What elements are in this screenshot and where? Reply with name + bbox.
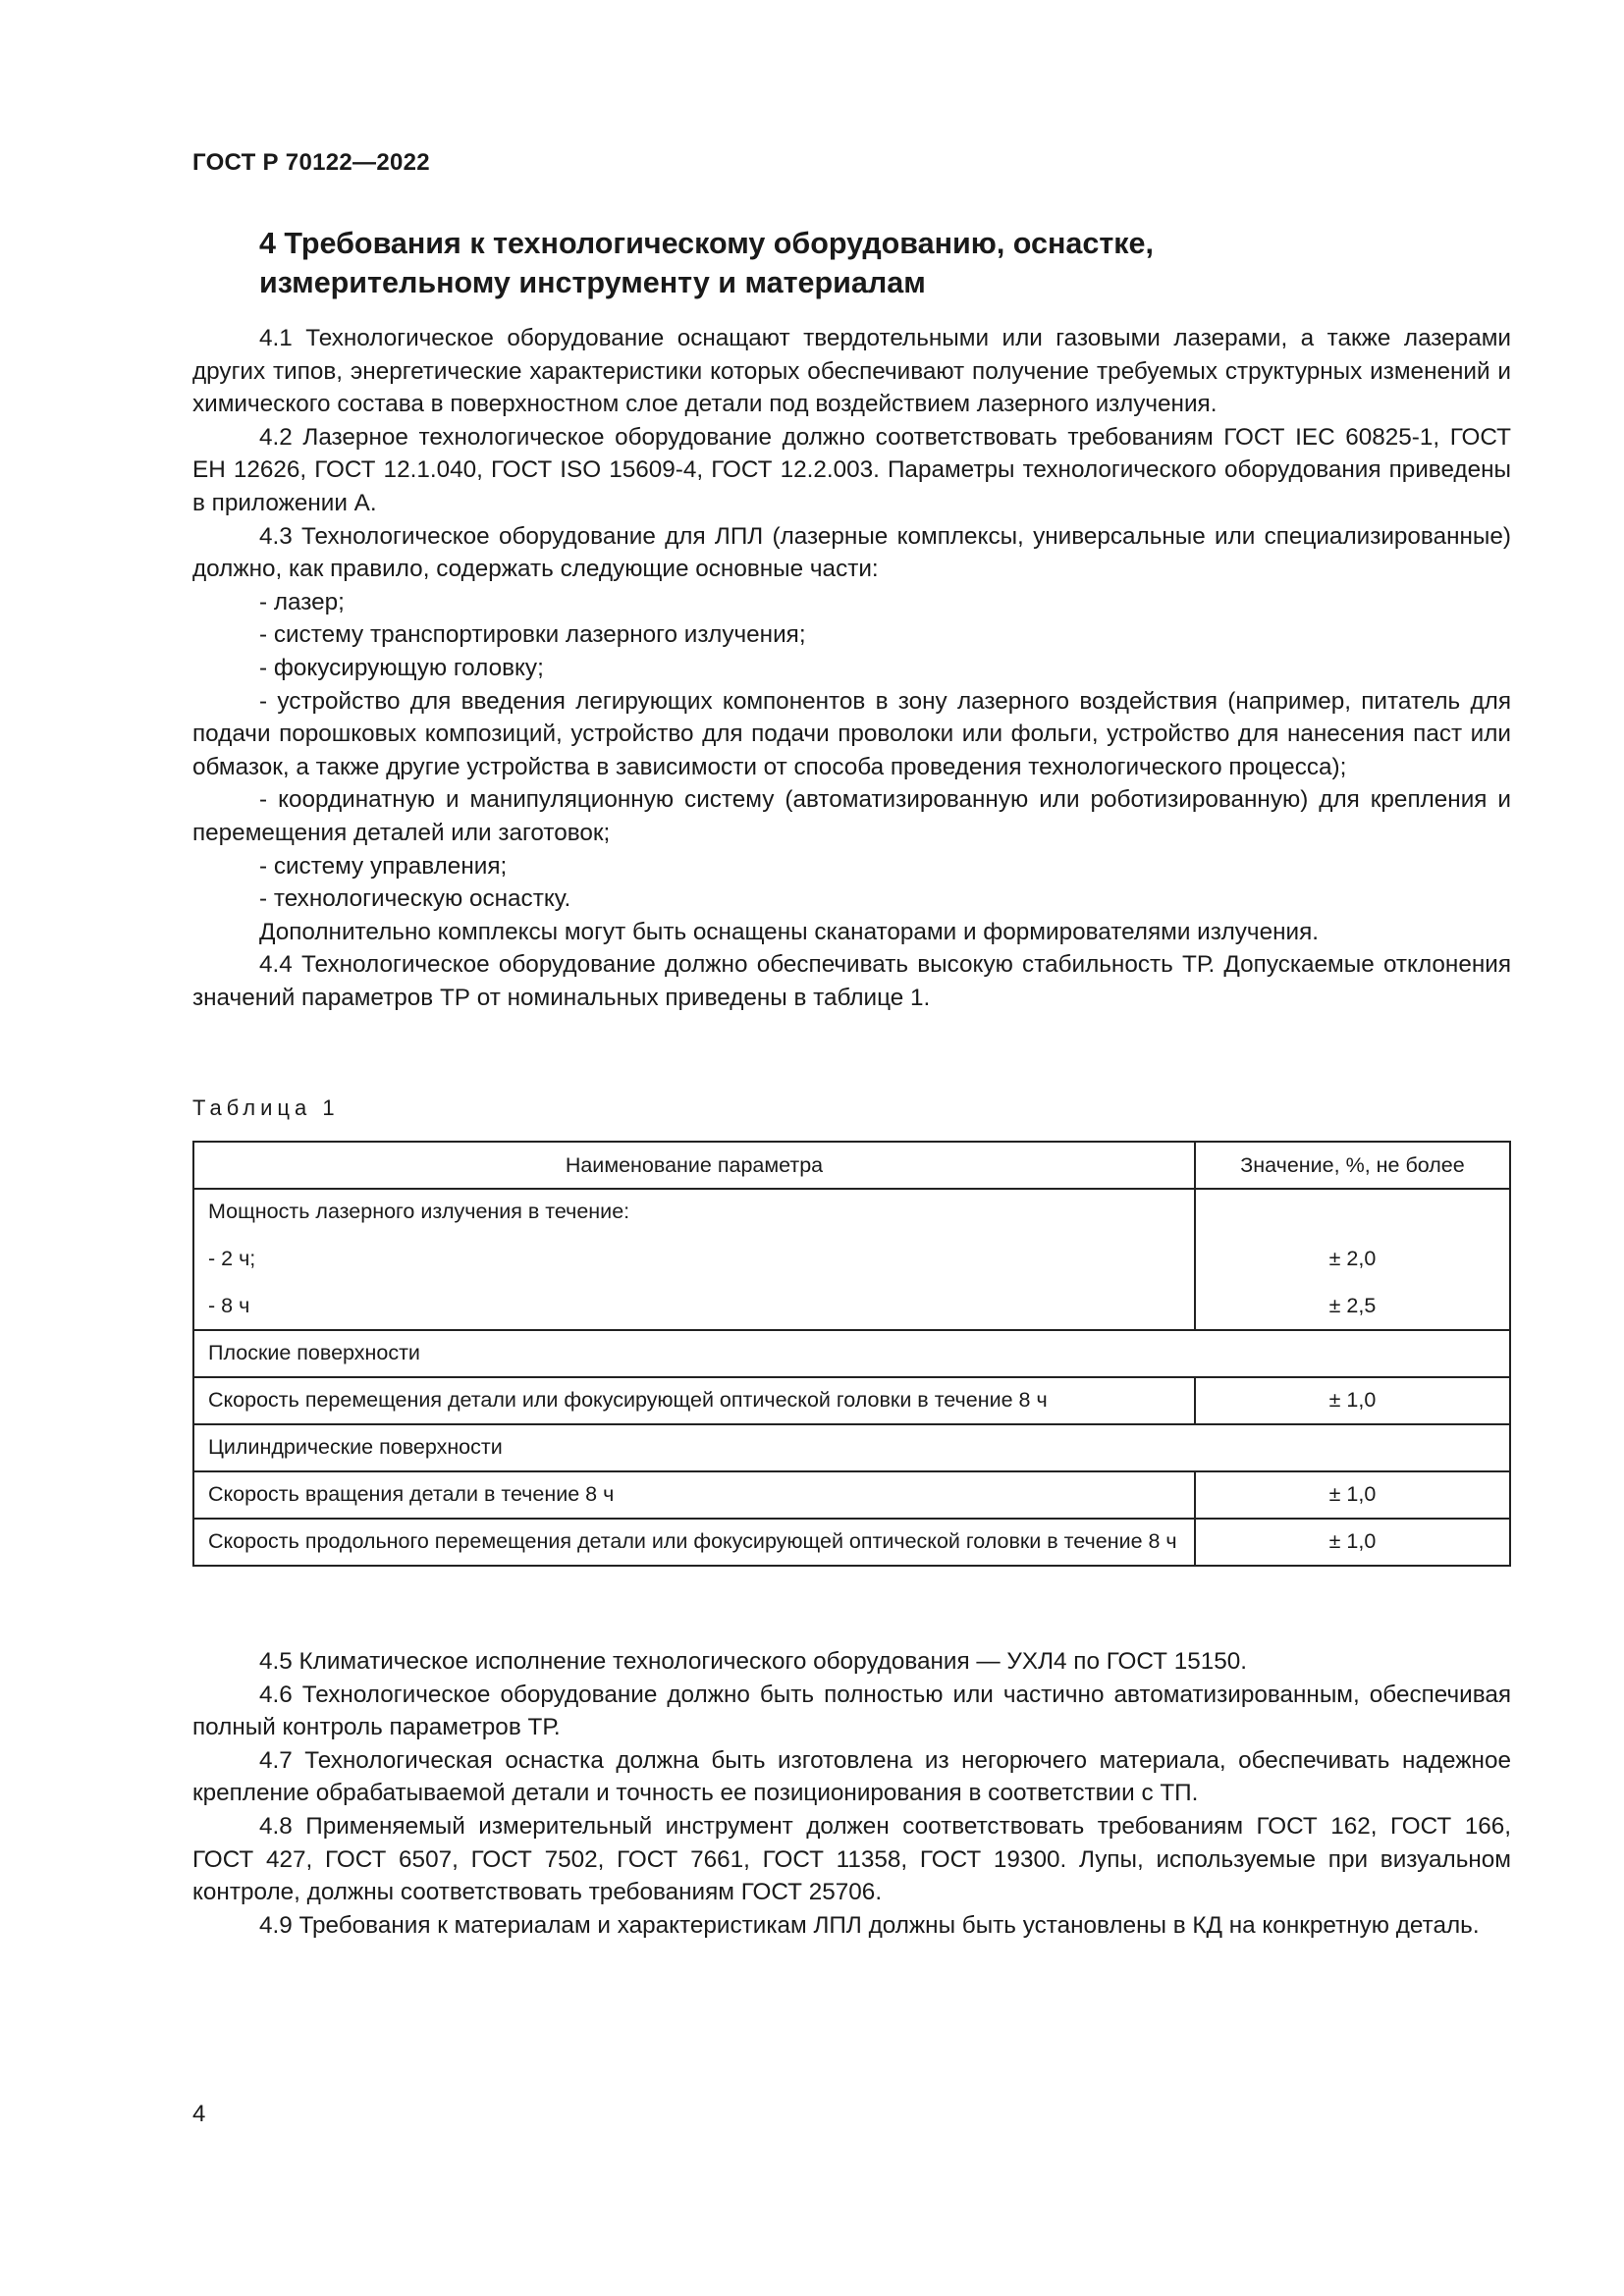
- cell-speed-rotation-value: ± 1,0: [1195, 1471, 1510, 1519]
- paragraph-4-9: 4.9 Требования к материалам и характеристикам ЛПЛ должны быть установлены в КД на конкретную деталь.: [259, 1911, 1480, 1939]
- paragraph-4-3: 4.3 Технологическое оборудование для ЛПЛ (лазерные комплексы, универсальные или специализированные) должно, как правило, содержать следующие основные части:: [192, 522, 1511, 583]
- paragraph-additional: Дополнительно комплексы могут быть оснащены сканаторами и формирователями излучения.: [259, 918, 1319, 945]
- table-row: [193, 1377, 1510, 1424]
- table-row: [193, 1189, 1510, 1330]
- list-item: - технологическую оснастку.: [259, 885, 571, 913]
- table-row: [193, 1471, 1510, 1519]
- paragraph-4-4: 4.4 Технологическое оборудование должно обеспечивать высокую стабильность ТР. Допускаемые отклонения значений параметров ТР от номинальных приведены в таблице 1.: [192, 951, 1511, 1011]
- cell-power-values: [1195, 1189, 1510, 1330]
- list-item: - лазер;: [259, 588, 345, 615]
- table-row: [193, 1424, 1510, 1471]
- power-2h-value: ± 2,0: [1328, 1247, 1377, 1270]
- body-text-top: [192, 322, 1511, 1014]
- cell-speed-longitudinal-value: ± 1,0: [1195, 1519, 1510, 1566]
- table-row: [193, 1330, 1510, 1377]
- list-item: - устройство для введения легирующих компонентов в зону лазерного воздействия (например, питатель для подачи порошковых композиций, устройство для подачи проволоки или фольги, устройство для нанесения паст или обмазок, а также другие устройства в зависимости от способа проведения технологического процесса);: [192, 687, 1511, 780]
- group-flat-surfaces: Плоские поверхности: [193, 1330, 1510, 1377]
- spacer: [1202, 1199, 1503, 1225]
- group-cylindrical-surfaces: Цилиндрические поверхности: [193, 1424, 1510, 1471]
- document-code: ГОСТ Р 70122—2022: [192, 149, 430, 176]
- power-8h-value: ± 2,5: [1328, 1294, 1377, 1317]
- table-header-row: [193, 1142, 1510, 1189]
- power-2h-label: - 2 ч;: [208, 1247, 256, 1270]
- table-caption: Таблица 1: [192, 1095, 340, 1120]
- power-8h-label: - 8 ч: [208, 1294, 250, 1317]
- table-row: [193, 1519, 1510, 1566]
- cell-speed-move: Скорость перемещения детали или фокусирующей оптической головки в течение 8 ч: [193, 1377, 1195, 1424]
- parameters-table: [192, 1141, 1511, 1567]
- paragraph-4-7: 4.7 Технологическая оснастка должна быть изготовлена из негорючего материала, обеспечивать надежное крепление обрабатываемой детали и точность ее позиционирования в соответствии с ТП.: [192, 1746, 1511, 1807]
- paragraph-4-8: 4.8 Применяемый измерительный инструмент должен соответствовать требованиям ГОСТ 162, ГОСТ 166, ГОСТ 427, ГОСТ 6507, ГОСТ 7502, ГОСТ 7661, ГОСТ 11358, ГОСТ 19300. Лупы, используемые при визуальном контроле, должны соответствовать требованиям ГОСТ 25706.: [192, 1812, 1511, 1906]
- section-heading: 4 Требования к технологическому оборудованию, оснастке, измерительному инструменту и материалам: [259, 227, 1154, 299]
- power-title: Мощность лазерного излучения в течение:: [208, 1200, 630, 1223]
- cell-speed-rotation: Скорость вращения детали в течение 8 ч: [193, 1471, 1195, 1519]
- list-item: - систему управления;: [259, 852, 508, 880]
- paragraph-4-6: 4.6 Технологическое оборудование должно быть полностью или частично автоматизированным, обеспечивая полный контроль параметров ТР.: [192, 1681, 1511, 1741]
- header-value: Значение, %, не более: [1195, 1142, 1510, 1189]
- list-item: - систему транспортировки лазерного излучения;: [259, 621, 806, 649]
- page-number: 4: [192, 2101, 206, 2127]
- cell-speed-move-value: ± 1,0: [1195, 1377, 1510, 1424]
- cell-speed-longitudinal: Скорость продольного перемещения детали или фокусирующей оптической головки в течение 8 ч: [193, 1519, 1195, 1566]
- list-item: - фокусирующую головку;: [259, 654, 544, 681]
- header-parameter-name: Наименование параметра: [193, 1142, 1195, 1189]
- cell-power: [193, 1189, 1195, 1330]
- body-text-bottom: [192, 1645, 1511, 1942]
- paragraph-4-5: 4.5 Климатическое исполнение технологического оборудования — УХЛ4 по ГОСТ 15150.: [259, 1648, 1248, 1675]
- paragraph-4-2: 4.2 Лазерное технологическое оборудование должно соответствовать требованиям ГОСТ IEC 60825-1, ГОСТ ЕН 12626, ГОСТ 12.1.040, ГОСТ ISO 15609-4, ГОСТ 12.2.003. Параметры технологического оборудования приведены в приложении А.: [192, 423, 1511, 516]
- paragraph-4-1: 4.1 Технологическое оборудование оснащают твердотельными или газовыми лазерами, а также лазерами других типов, энергетические характеристики которых обеспечивают получение требуемых структурных изменений и химического состава в поверхностном слое детали под воздействием лазерного излучения.: [192, 325, 1511, 418]
- list-item: - координатную и манипуляционную систему (автоматизированную или роботизированную) для крепления и перемещения деталей или заготовок;: [192, 786, 1511, 846]
